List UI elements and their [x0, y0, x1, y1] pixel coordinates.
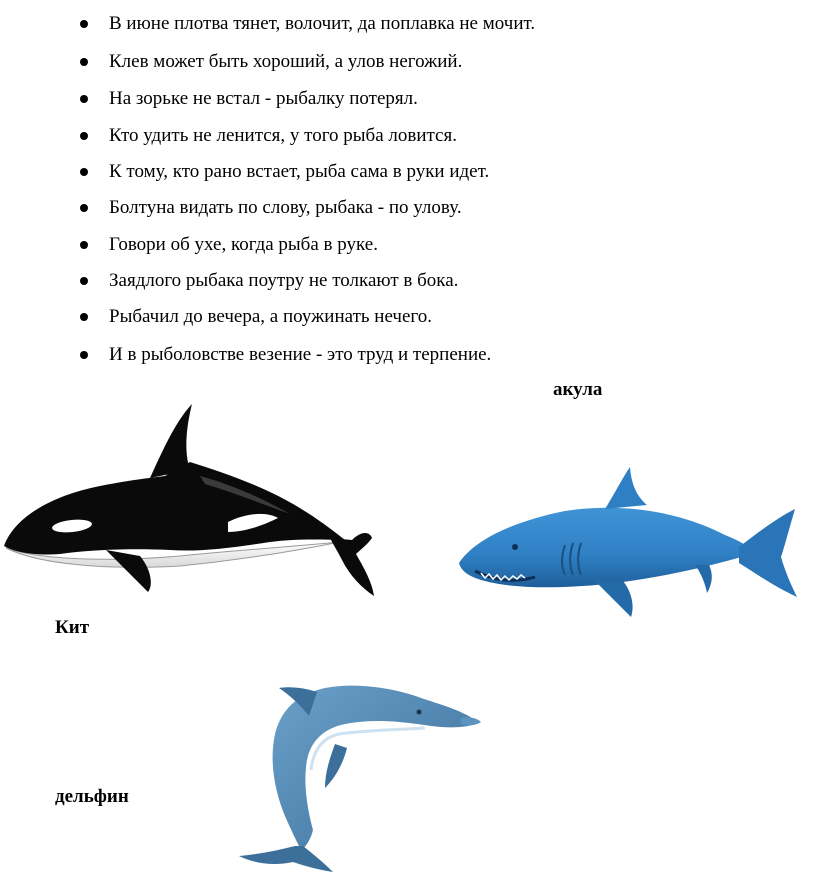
bullet-icon	[80, 313, 88, 321]
bullet-icon	[80, 277, 88, 285]
proverb-text: Кто удить не ленится, у того рыба ловится.	[109, 125, 457, 146]
bullet-icon	[80, 132, 88, 140]
proverb-text: К тому, кто рано встает, рыба сама в руки идет.	[109, 161, 490, 182]
proverb-text: Рыбачил до вечера, а поужинать нечего.	[109, 306, 432, 327]
shark-caption: акула	[553, 379, 603, 400]
bullet-icon	[80, 168, 88, 176]
bullet-icon	[80, 58, 88, 66]
bullet-icon	[80, 20, 88, 28]
proverb-text: Заядлого рыбака поутру не толкают в бока.	[109, 270, 459, 291]
proverb-text: В июне плотва тянет, волочит, да поплавка не мочит.	[109, 13, 536, 34]
proverb-text: Говори об ухе, когда рыба в руке.	[109, 234, 378, 255]
bullet-icon	[80, 351, 88, 359]
orca-image	[0, 400, 380, 600]
dolphin-image	[225, 670, 485, 875]
proverb-text: На зорьке не встал - рыбалку потерял.	[109, 88, 418, 109]
bullet-icon	[80, 241, 88, 249]
dolphin-caption: дельфин	[55, 786, 129, 807]
proverb-text: Болтуна видать по слову, рыбака - по улову.	[109, 197, 462, 218]
proverb-text: И в рыболовстве везение - это труд и терпение.	[109, 344, 492, 365]
proverb-text: Клев может быть хороший, а улов негожий.	[109, 51, 463, 72]
whale-caption: Кит	[55, 617, 90, 638]
shark-image	[455, 465, 800, 620]
bullet-icon	[80, 95, 88, 103]
bullet-icon	[80, 204, 88, 212]
